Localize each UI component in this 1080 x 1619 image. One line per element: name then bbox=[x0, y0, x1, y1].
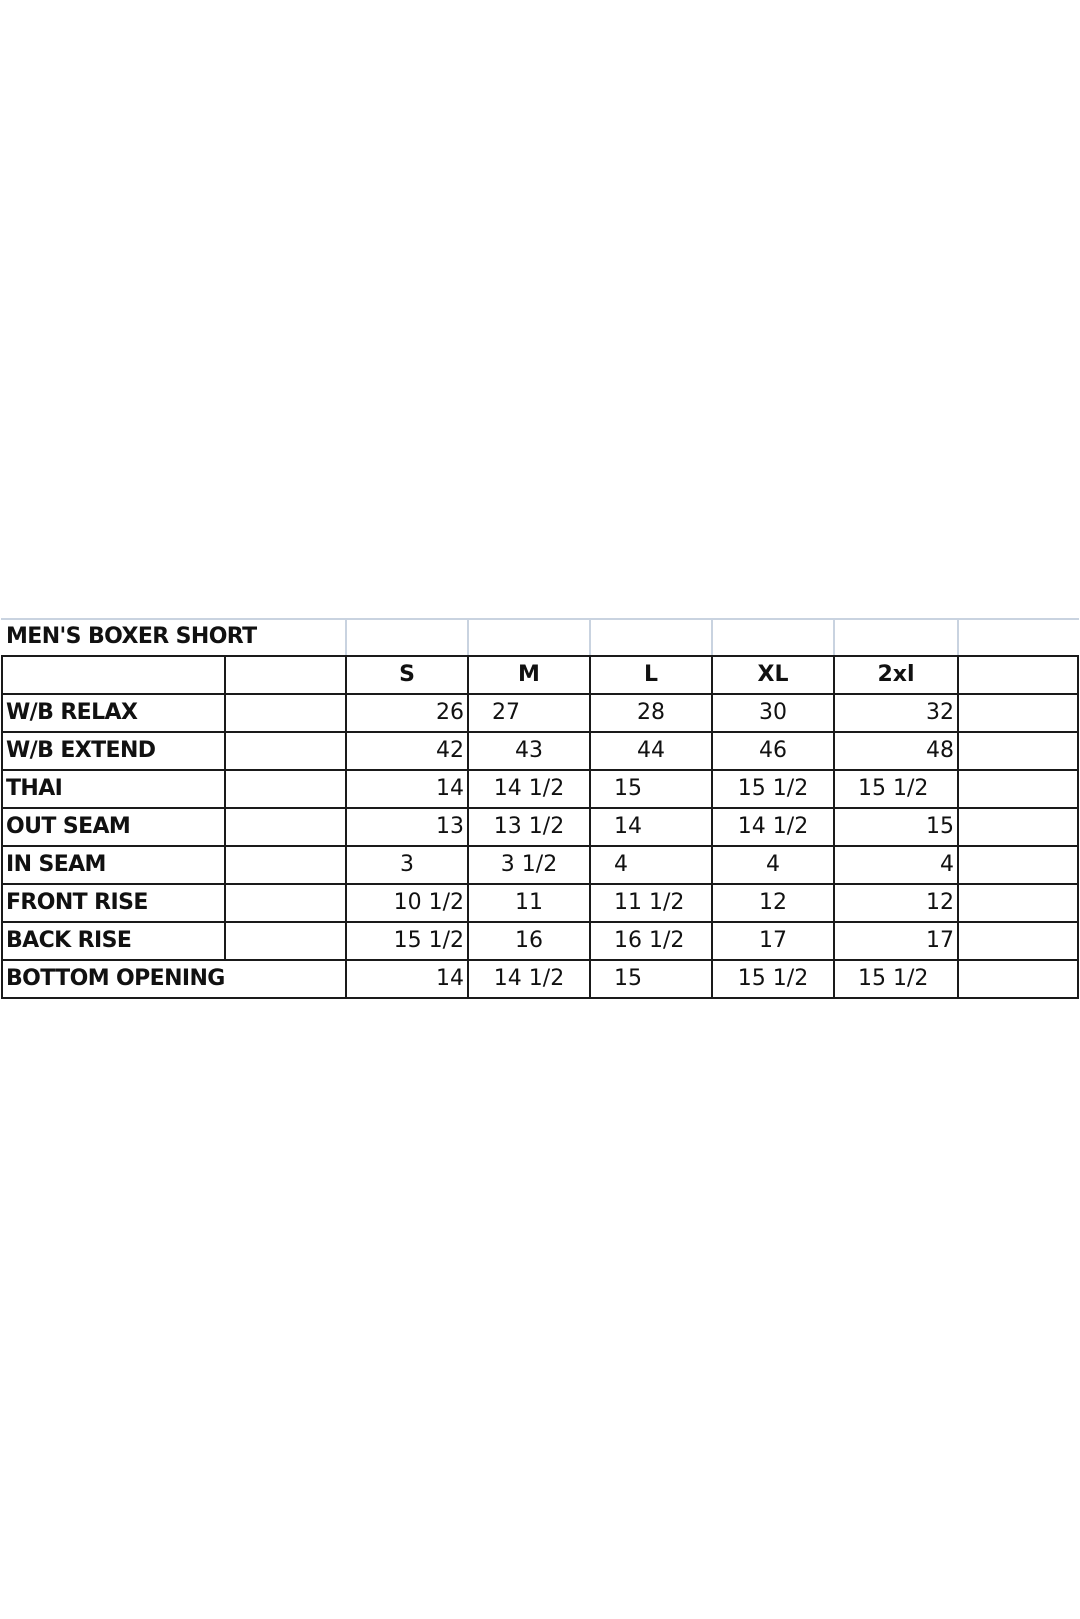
gridline bbox=[711, 655, 713, 999]
gridline bbox=[589, 655, 591, 999]
cell-xl: 14 1/2 bbox=[737, 814, 809, 839]
gridline bbox=[1, 693, 1079, 695]
gridline bbox=[467, 655, 469, 999]
cell-2xl: 15 bbox=[926, 814, 954, 839]
row-label: OUT SEAM bbox=[6, 814, 131, 839]
table-row bbox=[1, 808, 1079, 846]
table-row bbox=[1, 694, 1079, 732]
gridline bbox=[1, 959, 1079, 961]
size-header-xl: XL bbox=[757, 662, 789, 687]
gridline bbox=[345, 655, 347, 999]
cell-m: 14 1/2 bbox=[493, 966, 565, 991]
header-row bbox=[1, 656, 1079, 694]
table-row bbox=[1, 922, 1079, 960]
cell-2xl: 32 bbox=[926, 700, 954, 725]
row-label: BOTTOM OPENING bbox=[6, 966, 225, 991]
gridline bbox=[589, 618, 591, 656]
cell-xl: 46 bbox=[759, 738, 787, 763]
row-label: W/B RELAX bbox=[6, 700, 138, 725]
cell-2xl: 12 bbox=[926, 890, 954, 915]
cell-2xl: 17 bbox=[926, 928, 954, 953]
row-label: THAI bbox=[6, 776, 63, 801]
cell-l: 15 bbox=[614, 966, 642, 991]
cell-xl: 17 bbox=[759, 928, 787, 953]
gridline bbox=[1077, 655, 1079, 999]
table-row bbox=[1, 846, 1079, 884]
cell-m: 14 1/2 bbox=[493, 776, 565, 801]
cell-l: 4 bbox=[614, 852, 628, 877]
gridline bbox=[1, 845, 1079, 847]
gridline bbox=[1, 921, 1079, 923]
cell-s: 14 bbox=[436, 966, 464, 991]
gridline bbox=[1, 807, 1079, 809]
cell-s: 13 bbox=[436, 814, 464, 839]
table-row bbox=[1, 960, 1079, 998]
cell-m: 11 bbox=[515, 890, 543, 915]
table-row bbox=[1, 732, 1079, 770]
title-row bbox=[1, 618, 1079, 656]
gridline bbox=[833, 655, 835, 999]
cell-l: 11 1/2 bbox=[614, 890, 685, 915]
cell-l: 44 bbox=[637, 738, 665, 763]
size-header-l: L bbox=[643, 662, 659, 687]
gridline bbox=[224, 655, 226, 961]
cell-m: 16 bbox=[515, 928, 543, 953]
gridline bbox=[345, 618, 347, 656]
cell-2xl: 48 bbox=[926, 738, 954, 763]
gridline bbox=[1, 655, 1079, 657]
gridline bbox=[1, 618, 1079, 620]
table-row bbox=[1, 770, 1079, 808]
cell-xl: 15 1/2 bbox=[737, 776, 809, 801]
cell-s: 10 1/2 bbox=[393, 890, 464, 915]
cell-m: 27 bbox=[492, 700, 520, 725]
cell-2xl: 4 bbox=[940, 852, 954, 877]
gridline bbox=[1, 769, 1079, 771]
row-label: W/B EXTEND bbox=[6, 738, 156, 763]
size-chart-table bbox=[1, 618, 1079, 1001]
cell-l: 15 bbox=[614, 776, 642, 801]
table-title: MEN'S BOXER SHORT bbox=[6, 624, 257, 649]
gridline bbox=[1, 731, 1079, 733]
cell-s: 14 bbox=[436, 776, 464, 801]
cell-xl: 15 1/2 bbox=[737, 966, 809, 991]
size-header-2xl: 2xl bbox=[877, 662, 915, 687]
size-header-m: M bbox=[518, 662, 540, 687]
cell-s: 42 bbox=[436, 738, 464, 763]
cell-s: 26 bbox=[436, 700, 464, 725]
gridline bbox=[957, 655, 959, 999]
cell-xl: 12 bbox=[759, 890, 787, 915]
gridline bbox=[1, 883, 1079, 885]
size-header-s: S bbox=[399, 662, 415, 687]
row-label: BACK RISE bbox=[6, 928, 132, 953]
table-row bbox=[1, 884, 1079, 922]
gridline bbox=[711, 618, 713, 656]
gridline bbox=[833, 618, 835, 656]
gridline bbox=[1, 655, 3, 999]
cell-m: 43 bbox=[515, 738, 543, 763]
row-label: IN SEAM bbox=[6, 852, 106, 877]
cell-l: 16 1/2 bbox=[614, 928, 685, 953]
gridline bbox=[957, 618, 959, 656]
gridline bbox=[467, 618, 469, 656]
cell-l: 28 bbox=[637, 700, 665, 725]
cell-xl: 4 bbox=[766, 852, 780, 877]
cell-l: 14 bbox=[614, 814, 642, 839]
cell-s: 15 1/2 bbox=[393, 928, 464, 953]
gridline bbox=[1, 997, 1079, 999]
cell-m: 13 1/2 bbox=[493, 814, 565, 839]
row-label: FRONT RISE bbox=[6, 890, 148, 915]
cell-m: 3 1/2 bbox=[500, 852, 558, 877]
cell-s: 3 bbox=[400, 852, 414, 877]
cell-xl: 30 bbox=[759, 700, 787, 725]
cell-2xl: 15 1/2 bbox=[858, 966, 929, 991]
cell-2xl: 15 1/2 bbox=[858, 776, 929, 801]
